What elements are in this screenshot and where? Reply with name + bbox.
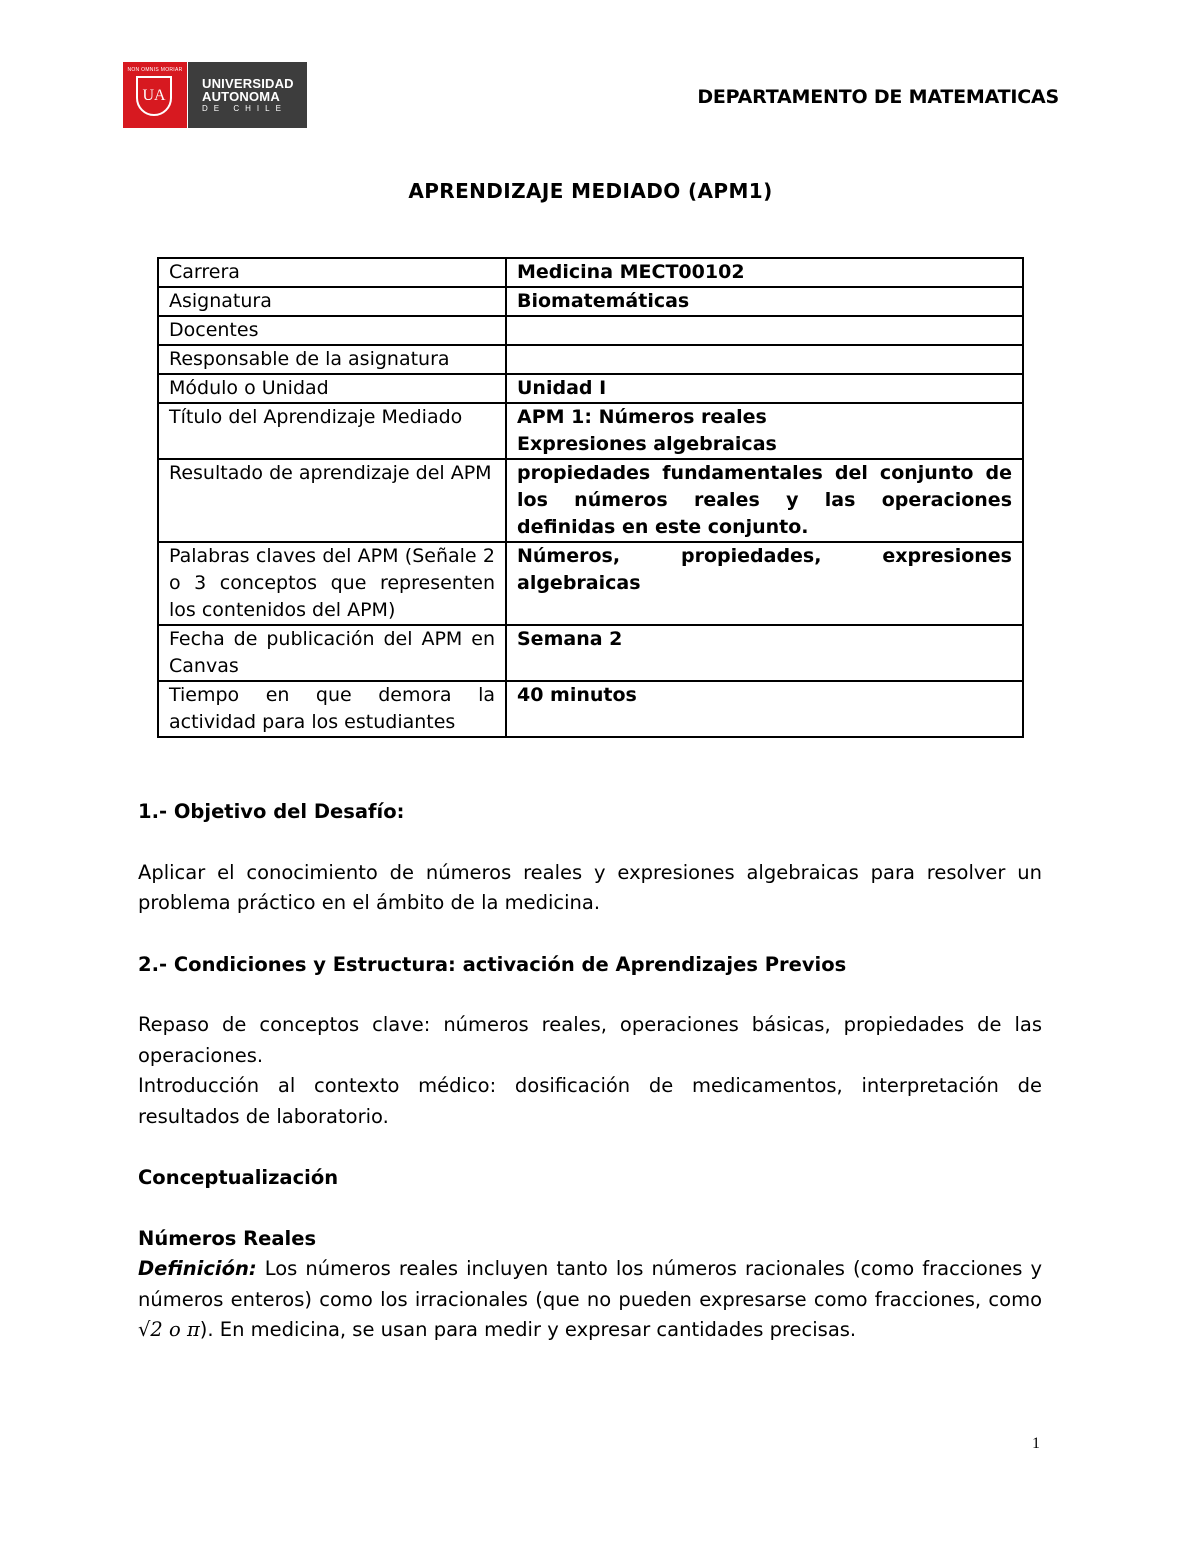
document-body: [138, 797, 1042, 1346]
table-row: [158, 459, 1023, 542]
objective-text: Aplicar el conocimiento de números reales y expresiones algebraicas para resolver un problema práctico en el ámbito de la medicina.: [138, 860, 1042, 914]
row-label: Asignatura: [158, 287, 506, 316]
row-value: [506, 316, 1023, 345]
row-label: Docentes: [158, 316, 506, 345]
logo-emblem: [123, 62, 187, 128]
conceptualization-heading: Conceptualización: [138, 1166, 339, 1189]
row-value: propiedades fundamentales del conjunto de los números reales y las operaciones definidas en este conjunto.: [506, 459, 1023, 542]
document-title: APRENDIZAJE MEDIADO (APM1): [408, 179, 773, 203]
table-row: [158, 403, 1023, 459]
row-label: Fecha de publicación del APM en Canvas: [158, 625, 506, 681]
row-label: Responsable de la asignatura: [158, 345, 506, 374]
definition-paragraph: [138, 1254, 1042, 1346]
table-row: [158, 681, 1023, 737]
row-value: Semana 2: [506, 625, 1023, 681]
row-value: Medicina MECT00102: [506, 258, 1023, 287]
logo-line-3: DE CHILE: [202, 104, 287, 113]
real-numbers-heading: Números Reales: [138, 1226, 317, 1250]
row-value: 40 minutos: [506, 681, 1023, 737]
logo-tagline: NON OMNIS MORIAR: [127, 67, 183, 73]
row-label: Palabras claves del APM (Señale 2 o 3 conceptos que representen los contenidos del APM): [158, 542, 506, 625]
logo-shield-icon: [136, 76, 172, 116]
table-row: [158, 287, 1023, 316]
table-row: [158, 625, 1023, 681]
objective-heading: 1.- Objetivo del Desafío:: [138, 800, 405, 823]
logo-wordmark: [188, 62, 307, 128]
table-row: [158, 345, 1023, 374]
row-label: Módulo o Unidad: [158, 374, 506, 403]
row-value-line: Expresiones algebraicas: [517, 433, 777, 455]
row-label: Carrera: [158, 258, 506, 287]
row-value-line: APM 1: Números reales: [517, 406, 767, 428]
table-row: [158, 316, 1023, 345]
definition-text: ). En medicina, se usan para medir y expresar cantidades precisas.: [199, 1318, 857, 1341]
page-number: 1: [1032, 1435, 1040, 1452]
logo-line-1: UNIVERSIDAD: [202, 76, 294, 91]
table-row: [158, 258, 1023, 287]
row-label: Tiempo en que demora la actividad para los estudiantes: [158, 681, 506, 737]
logo-line-2: AUTONOMA: [202, 89, 280, 104]
info-table: [157, 257, 1024, 738]
department-header: DEPARTAMENTO DE MATEMATICAS: [697, 86, 1059, 108]
row-value: [506, 345, 1023, 374]
row-value: Biomatemáticas: [506, 287, 1023, 316]
conditions-paragraph: Repaso de conceptos clave: números reales, operaciones básicas, propiedades de las operaciones.: [138, 1013, 1042, 1067]
row-value: Números, propiedades, expresiones algebraicas: [506, 542, 1023, 625]
definition-text: Los números reales incluyen tanto los números racionales (como fracciones y números enteros) como los irracionales (que no pueden expresarse como fracciones, como: [138, 1257, 1042, 1311]
math-expression: √2 o π: [138, 1318, 200, 1341]
row-value: Unidad I: [506, 374, 1023, 403]
row-label: Resultado de aprendizaje del APM: [158, 459, 506, 542]
row-label: Título del Aprendizaje Mediado: [158, 403, 506, 459]
row-value: [506, 403, 1023, 459]
university-logo: [123, 62, 307, 128]
definition-label: Definición:: [138, 1257, 257, 1280]
conditions-heading: 2.- Condiciones y Estructura: activación de Aprendizajes Previos: [138, 952, 847, 976]
table-row: [158, 374, 1023, 403]
table-row: [158, 542, 1023, 625]
logo-monogram: UA: [142, 87, 166, 104]
conditions-paragraph: Introducción al contexto médico: dosificación de medicamentos, interpretación de resultados de laboratorio.: [138, 1074, 1042, 1128]
